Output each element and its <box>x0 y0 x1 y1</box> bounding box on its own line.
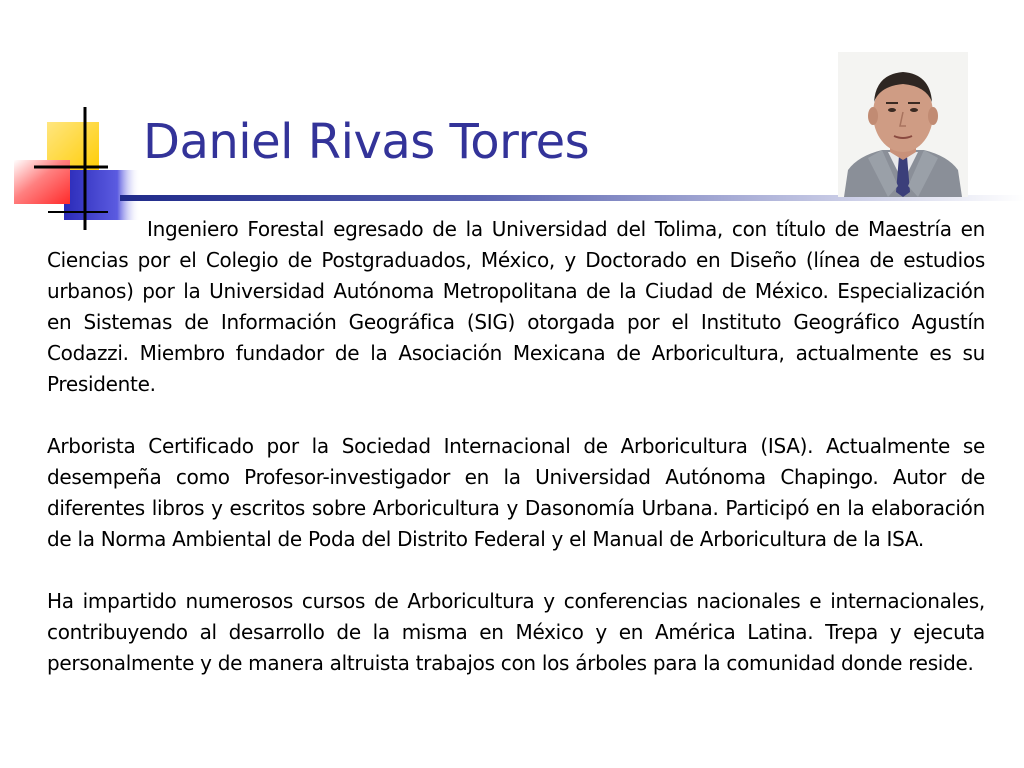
page-title: Daniel Rivas Torres <box>143 114 590 170</box>
biography-paragraph-3: Ha impartido numerosos cursos de Arboricultura y conferencias nacionales e internacionales, contribuyendo al desarrollo de la misma en México y en América Latina. Trepa y ejecuta personalmente y de manera altruista trabajos con los árboles para la comunidad donde reside. <box>47 589 985 675</box>
biography-paragraph-2: Arborista Certificado por la Sociedad Internacional de Arboricultura (ISA). Actualmente se desempeña como Profesor-investigador en la Universidad Autónoma Chapingo. Autor de diferentes libros y escritos sobre Arboricultura y Dasonomía Urbana. Participó en la elaboración de la Norma Ambiental de Poda del Distrito Federal y el Manual de Arboricultura de la ISA. <box>47 434 985 551</box>
decorative-squares <box>0 0 150 240</box>
portrait-photo <box>838 52 968 197</box>
biography-paragraph-1: Ingeniero Forestal egresado de la Universidad del Tolima, con título de Maestría en Ciencias por el Colegio de Postgraduados, México, y Doctorado en Diseño (línea de estudios urbanos) por la Universidad Autónoma Metropolitana de la Ciudad de México. Especialización en Sistemas de Información Geográfica (SIG) otorgada por el Instituto Geográfico Agustín Codazzi. Miembro fundador de la Asociación Mexicana de Arboricultura, actualmente es su Presidente. <box>47 217 985 396</box>
biography-text <box>47 214 985 679</box>
